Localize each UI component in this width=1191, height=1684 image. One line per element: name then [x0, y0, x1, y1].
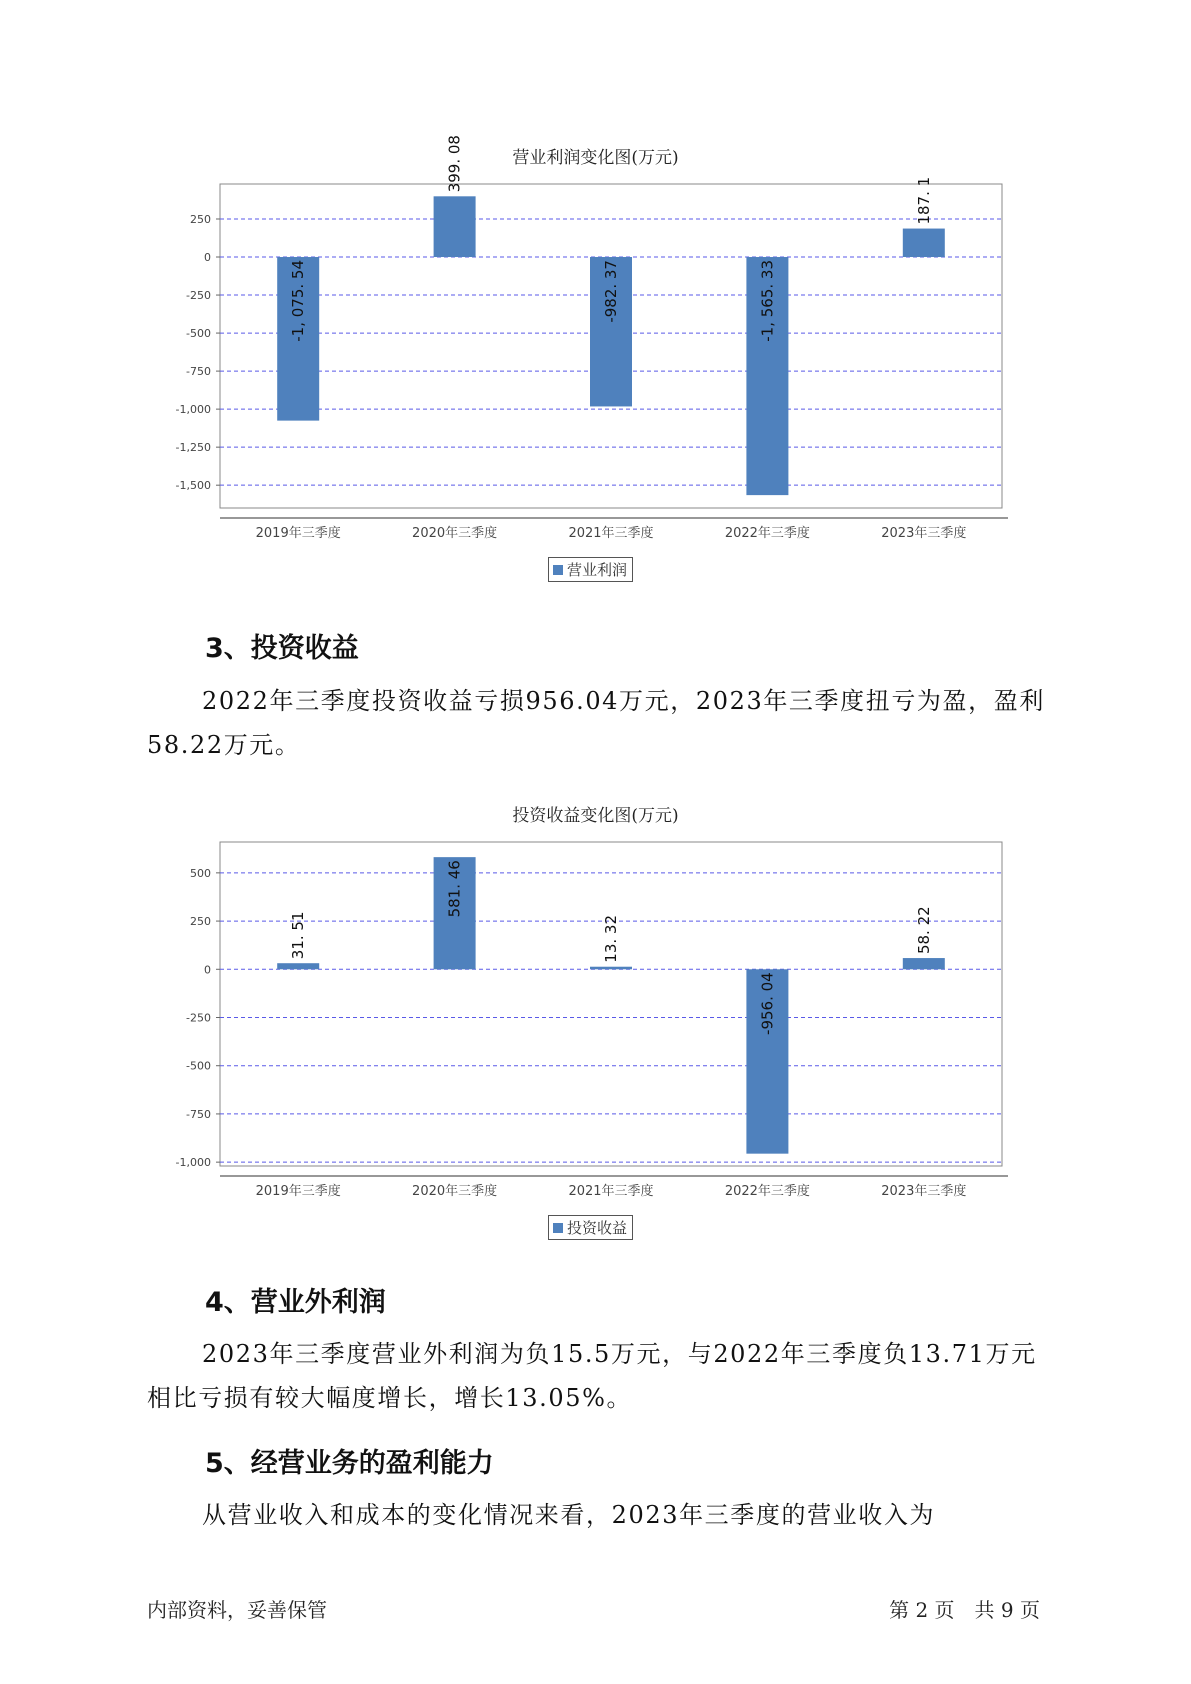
chart1-y-tick-label: -1,500: [175, 479, 211, 493]
chart2-title: 投资收益变化图(万元): [512, 806, 679, 826]
chart2-y-tick-label: -250: [186, 1011, 211, 1025]
section-3-paragraph: 2022年三季度投资收益亏损956.04万元，2023年三季度扭亏为盈，盈利58.22万元。: [147, 687, 1045, 759]
chart1-x-tick-label: 2022年三季度: [724, 526, 810, 541]
chart2-plot-area: [220, 842, 1002, 1166]
chart2-x-tick-label: 2022年三季度: [724, 1184, 810, 1199]
chart2-bar: [277, 963, 319, 969]
chart2-y-tick-label: -750: [186, 1107, 211, 1121]
chart1-y-tick-label: -250: [186, 289, 211, 303]
chart1-legend-label: 营业利润: [567, 561, 628, 579]
chart1-data-label: -1, 075. 54: [289, 260, 308, 342]
chart1-x-tick-label: 2021年三季度: [568, 526, 654, 541]
section-5-heading: 5、经营业务的盈利能力: [205, 1448, 494, 1479]
chart2-x-tick-label: 2020年三季度: [412, 1184, 498, 1199]
chart1-y-tick-label: -1,000: [175, 403, 211, 417]
chart1-title: 营业利润变化图(万元): [512, 148, 679, 168]
chart2-data-label: 58. 22: [914, 906, 933, 955]
chart2-data-label-group: [915, 906, 933, 954]
chart2-legend: [548, 1215, 633, 1240]
chart1-data-label-group: [446, 135, 464, 192]
chart2-data-label-group: [602, 915, 620, 963]
chart2-data-label: 31. 51: [289, 911, 308, 960]
chart1-x-tick-label: 2019年三季度: [255, 526, 341, 541]
chart1-data-label-group: [758, 260, 776, 342]
section-5-paragraph: 从营业收入和成本的变化情况来看，2023年三季度的营业收入为: [202, 1501, 936, 1529]
chart1-data-label: -982. 37: [602, 260, 620, 323]
chart2-data-label: 581. 46: [445, 860, 464, 918]
legend-swatch-icon: [553, 565, 563, 575]
chart1-x-tick-label: 2023年三季度: [881, 526, 967, 541]
chart2-legend-label: 投资收益: [567, 1219, 628, 1237]
chart1-x-tick-label: 2020年三季度: [412, 526, 498, 541]
chart1-y-tick-label: 0: [204, 251, 211, 265]
chart2-data-label: 13. 32: [602, 914, 620, 963]
chart2-bar: [590, 967, 632, 970]
chart2-data-label-group: [289, 911, 307, 959]
chart2-y-tick-label: 250: [190, 915, 211, 929]
section-3-heading: 3、投资收益: [205, 633, 359, 664]
chart1-data-label-group: [289, 260, 307, 342]
chart2-y-tick-label: -500: [186, 1059, 211, 1073]
chart2-x-tick-label: 2021年三季度: [568, 1184, 654, 1199]
chart1-bar: [434, 196, 476, 257]
chart1-data-label-group: [915, 177, 933, 225]
chart1-y-tick-label: -500: [186, 327, 211, 341]
chart1-data-label: -1, 565. 33: [758, 260, 777, 342]
section-4-paragraph: 2023年三季度营业外利润为负15.5万元，与2022年三季度负13.71万元相比亏损有较大幅度增长，增长13.05%。: [147, 1340, 1037, 1412]
chart1-bar: [903, 229, 945, 257]
chart1-y-tick-label: 250: [190, 212, 211, 226]
chart2-data-label: -956. 04: [758, 972, 777, 1035]
footer-left: 内部资料，妥善保管: [147, 1598, 327, 1622]
chart1-legend: [548, 557, 633, 582]
investment-income-chart: [0, 828, 1191, 1218]
chart2-x-tick-label: 2023年三季度: [881, 1184, 967, 1199]
chart2-x-tick-label: 2019年三季度: [255, 1184, 341, 1199]
chart1-y-tick-label: -750: [186, 365, 211, 379]
legend-swatch-icon: [553, 1223, 563, 1233]
chart2-y-tick-label: -1,000: [175, 1156, 211, 1170]
chart2-data-label-group: [758, 972, 776, 1035]
chart1-y-tick-label: -1,250: [175, 441, 211, 455]
chart1-data-label: 187. 1: [914, 176, 933, 225]
chart2-y-tick-label: 500: [190, 866, 211, 880]
chart1-data-label: 399. 08: [445, 135, 464, 193]
chart2-y-tick-label: 0: [204, 963, 211, 977]
section-4-heading: 4、营业外利润: [205, 1287, 386, 1318]
chart1-data-label-group: [602, 260, 620, 323]
chart2-data-label-group: [446, 860, 464, 917]
chart2-bar: [903, 958, 945, 969]
footer-page-number: 第 2 页 共 9 页: [889, 1598, 1040, 1622]
